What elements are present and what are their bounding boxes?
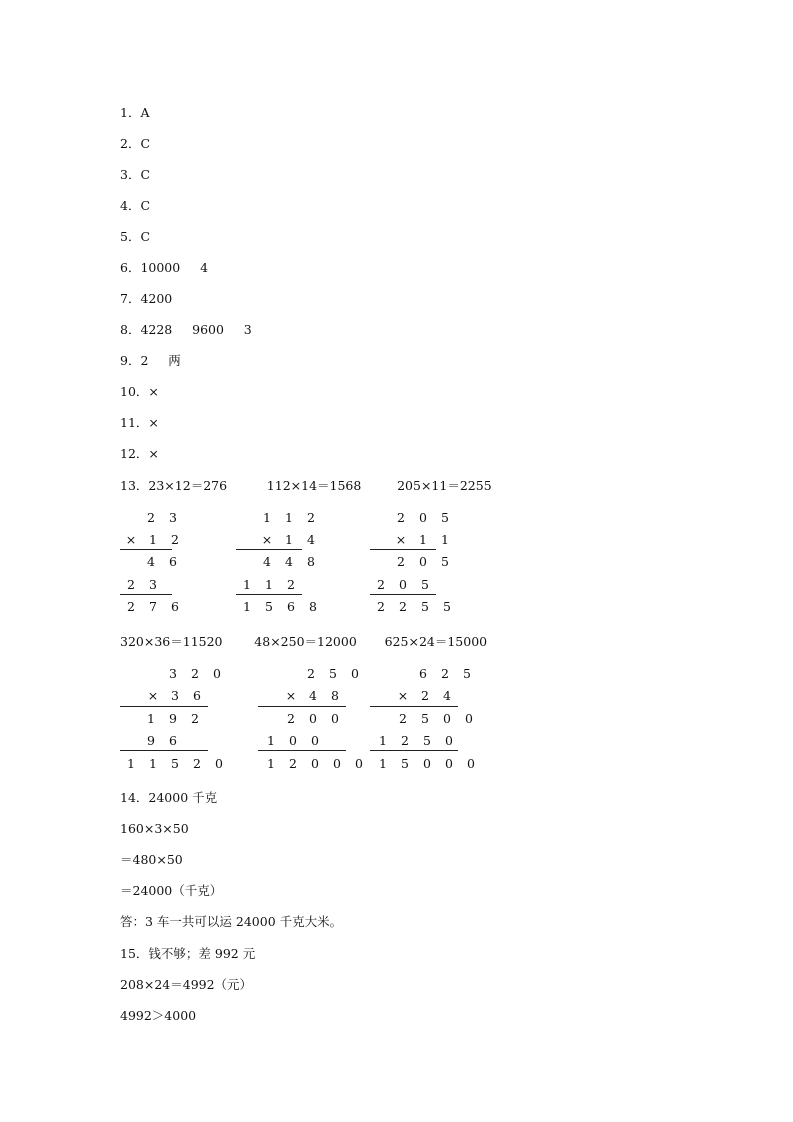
calc-divider (258, 750, 346, 751)
calc-line-multiplier: × 1 4 (261, 532, 315, 547)
calc-line-result: 1 2 0 0 0 (267, 756, 363, 771)
calc-line-partial1: 4 4 8 (263, 554, 315, 569)
calc-divider (120, 549, 172, 550)
q15-title: 15．钱不够；差 992 元 (120, 946, 256, 961)
answer-4: 4．C (120, 198, 151, 213)
answer-12: 12．× (120, 446, 159, 461)
calc-line-result: 1 5 0 0 0 (379, 756, 475, 771)
calc-line-partial2: 1 2 5 0 (379, 733, 453, 748)
q14-step3: ＝24000（千克） (120, 883, 223, 898)
calc-line-multiplicand: 3 2 0 (169, 666, 221, 681)
calc-line-multiplier: × 1 1 (395, 532, 449, 547)
calc-line-partial1: 2 0 5 (397, 554, 449, 569)
calc-line-multiplicand: 1 1 2 (263, 510, 315, 525)
calc-line-partial2: 2 3 (127, 577, 157, 592)
calc-line-partial1: 2 5 0 0 (399, 711, 473, 726)
calc-line-result: 1 5 6 8 (243, 599, 317, 614)
answer-6: 6．10000 4 (120, 260, 209, 275)
calc-divider (236, 549, 302, 550)
q15-step2: 4992＞4000 (120, 1008, 197, 1023)
answer-8: 8．4228 9600 3 (120, 322, 252, 337)
answer-1: 1．A (120, 105, 150, 120)
calc-line-multiplier: × 3 6 (147, 688, 201, 703)
calc-divider (120, 594, 172, 595)
q15-step1: 208×24＝4992（元） (120, 977, 253, 992)
calc-line-multiplier: × 2 4 (397, 688, 451, 703)
calc-divider (236, 594, 302, 595)
calc-line-result: 2 7 6 (127, 599, 179, 614)
calc-line-multiplicand: 2 0 5 (397, 510, 449, 525)
calc-divider (370, 549, 436, 550)
answer-11: 11．× (120, 415, 159, 430)
calc-line-multiplicand: 6 2 5 (419, 666, 471, 681)
q14-step2: ＝480×50 (120, 852, 183, 867)
calc-line-partial2: 2 0 5 (377, 577, 429, 592)
calc-line-partial2: 9 6 (147, 733, 177, 748)
calc-divider (120, 750, 208, 751)
calc-line-partial2: 1 0 0 (267, 733, 319, 748)
calc-line-multiplier: × 1 2 (125, 532, 179, 547)
calc-line-multiplier: × 4 8 (285, 688, 339, 703)
answer-3: 3．C (120, 167, 151, 182)
calc-divider (370, 706, 458, 707)
answer-2: 2．C (120, 136, 151, 151)
answer-7: 7．4200 (120, 291, 173, 306)
calc-divider (370, 750, 458, 751)
answer-10: 10．× (120, 384, 159, 399)
calc-line-partial1: 2 0 0 (287, 711, 339, 726)
q14-answer: 答：3 车一共可以运 24000 千克大米。 (120, 914, 343, 929)
calc-line-partial1: 4 6 (147, 554, 177, 569)
calc-line-partial2: 1 1 2 (243, 577, 295, 592)
calc-line-multiplicand: 2 3 (147, 510, 177, 525)
q14-title: 14．24000 千克 (120, 790, 218, 805)
calc-line-result: 1 1 5 2 0 (127, 756, 223, 771)
answer-5: 5．C (120, 229, 151, 244)
calc-line-partial1: 1 9 2 (147, 711, 199, 726)
calc-divider (370, 594, 436, 595)
calc-line-multiplicand: 2 5 0 (307, 666, 359, 681)
calc-divider (258, 706, 346, 707)
q13-equations-row2: 320×36＝11520 48×250＝12000 625×24＝15000 (120, 634, 488, 649)
calc-divider (120, 706, 208, 707)
q14-step1: 160×3×50 (120, 821, 189, 836)
calc-line-result: 2 2 5 5 (377, 599, 451, 614)
q13-equations-row1: 13．23×12＝276 112×14＝1568 205×11＝2255 (120, 478, 492, 493)
answer-9: 9．2 两 (120, 353, 181, 368)
